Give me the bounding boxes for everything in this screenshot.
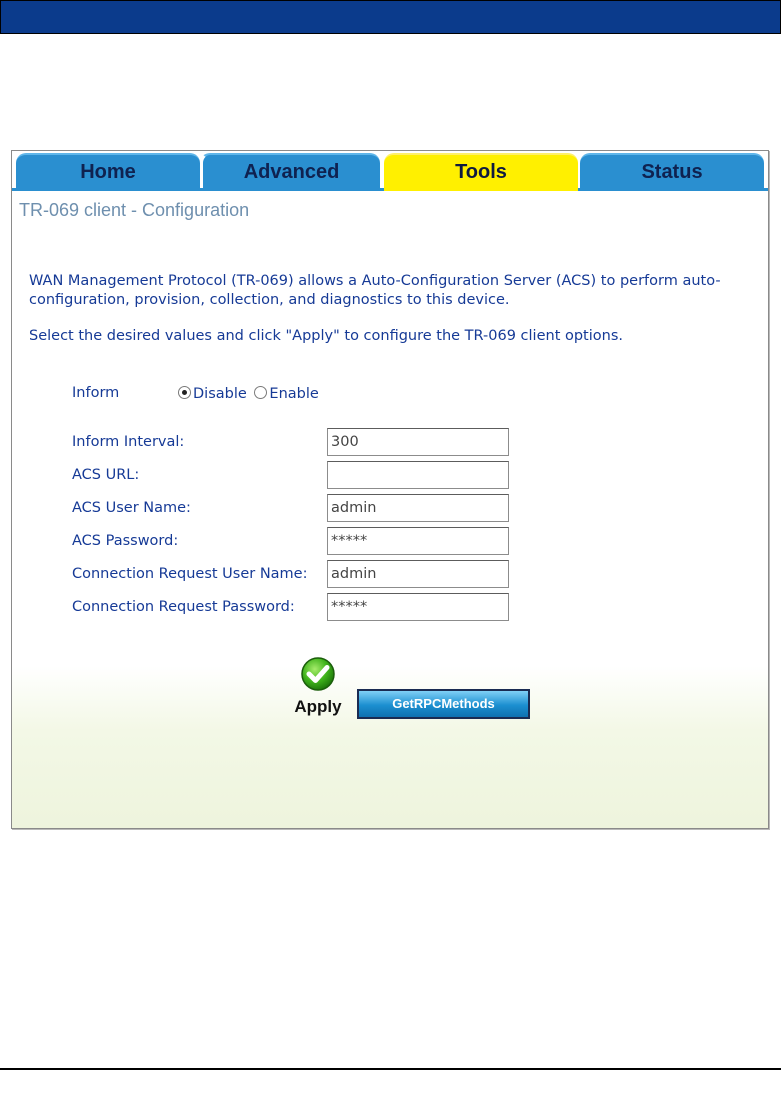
check-icon: [300, 656, 336, 692]
inform-label: Inform: [72, 385, 120, 401]
router-config-panel: [11, 150, 769, 829]
inform-disable-label: Disable: [193, 386, 247, 402]
connection-request-user-name-field[interactable]: admin: [327, 560, 509, 588]
tab-status[interactable]: Status: [580, 153, 764, 188]
page-description: WAN Management Protocol (TR-069) allows a Auto-Configuration Server (ACS) to perform auto-configuration, provision, collection, and diagnostics to this device.: [29, 273, 721, 308]
bottom-divider: [0, 1068, 781, 1070]
inform-interval-field[interactable]: 300: [327, 428, 509, 456]
connection-request-password-label: Connection Request Password:: [72, 599, 295, 615]
inform-enable-radio[interactable]: [254, 386, 267, 399]
connection-request-user-name-label: Connection Request User Name:: [72, 566, 308, 582]
page-title: TR-069 client - Configuration: [19, 200, 250, 220]
tab-tools[interactable]: Tools: [384, 153, 578, 188]
acs-url-label: ACS URL:: [72, 467, 140, 483]
tab-advanced[interactable]: Advanced: [200, 153, 380, 188]
tab-tools-underline: [384, 188, 578, 191]
acs-user-name-field[interactable]: admin: [327, 494, 509, 522]
apply-label: Apply: [294, 697, 342, 716]
acs-password-label: ACS Password:: [72, 533, 179, 549]
connection-request-password-field[interactable]: *****: [327, 593, 509, 621]
inform-interval-label: Inform Interval:: [72, 434, 185, 450]
inform-disable-radio[interactable]: [178, 386, 191, 399]
top-header-bar: [0, 0, 781, 34]
apply-button[interactable]: [293, 656, 343, 717]
inform-radio-group: [178, 386, 319, 402]
acs-user-name-label: ACS User Name:: [72, 500, 191, 516]
page-instruction: Select the desired values and click "Apply" to configure the TR-069 client options.: [29, 328, 623, 344]
main-tabs: [12, 151, 768, 191]
getrpcmethods-button[interactable]: GetRPCMethods: [357, 689, 530, 719]
tab-home[interactable]: Home: [16, 153, 200, 188]
acs-url-field[interactable]: [327, 461, 509, 489]
acs-password-field[interactable]: *****: [327, 527, 509, 555]
inform-enable-label: Enable: [269, 386, 319, 402]
